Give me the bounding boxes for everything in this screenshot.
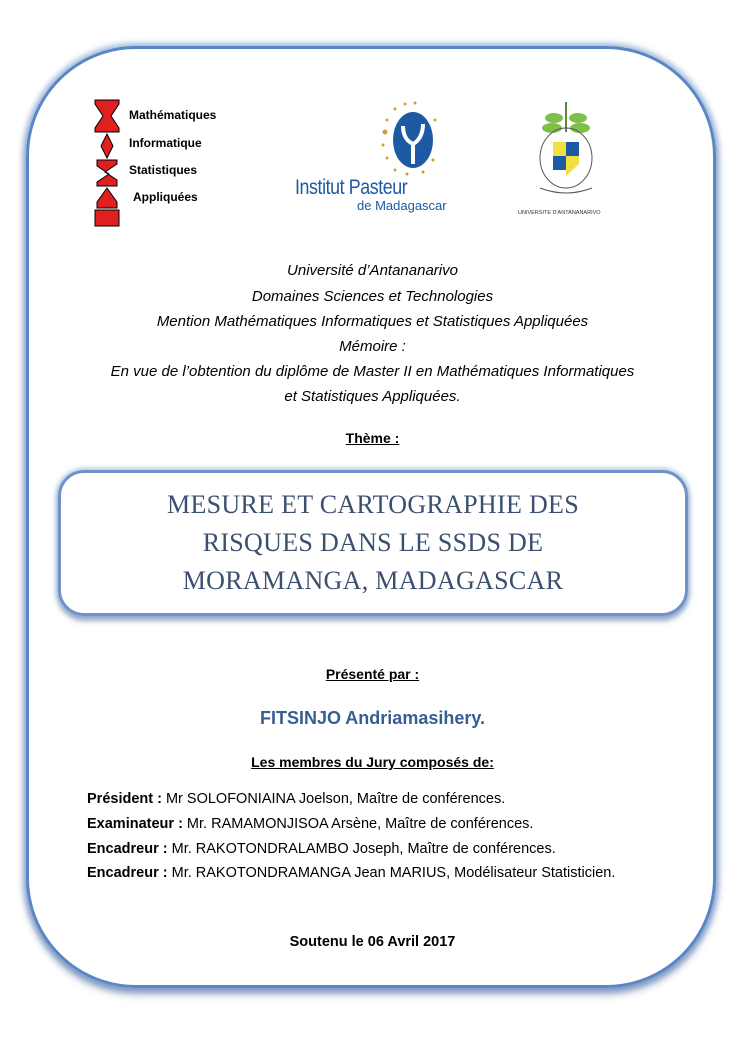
jury-label: Les membres du Jury composés de: <box>251 754 494 770</box>
header-line: Mémoire : <box>339 338 406 355</box>
jury-member <box>87 791 505 807</box>
mi-line: Mathématiques <box>129 108 217 122</box>
jury-role: Examinateur : <box>87 816 183 832</box>
jury-role: Encadreur : <box>87 865 168 881</box>
mi-line: Statistiques <box>129 163 198 177</box>
mi-line: Appliquées <box>133 190 198 204</box>
jury-desc: Mr. RAMAMONJISOA Arsène, Maître de conférences. <box>182 816 534 832</box>
jury-member <box>87 841 556 857</box>
university-caption: UNIVERSITE D'ANTANANARIVO <box>518 210 601 216</box>
jury-desc: Mr. RAKOTONDRALAMBO Joseph, Maître de conférences. <box>167 841 556 857</box>
jury-role: Encadreur : <box>87 841 168 857</box>
header-line: En vue de l’obtention du diplôme de Master II en Mathématiques Informatiques <box>110 363 635 380</box>
pasteur-name: Institut Pasteur <box>295 176 408 199</box>
theme-label: Thème : <box>345 430 400 446</box>
pasteur-emblem-icon <box>375 100 445 180</box>
university-logo <box>520 100 612 220</box>
header-line: Université d’Antananarivo <box>287 262 458 279</box>
defense-date: Soutenu le 06 Avril 2017 <box>289 934 456 950</box>
mi-logo <box>93 98 243 228</box>
author-name: FITSINJO Andriamasihery. <box>259 708 486 728</box>
presented-label: Présenté par : <box>325 666 420 682</box>
header-line: Mention Mathématiques Informatiques et Statistiques Appliquées <box>156 313 589 330</box>
header-line: et Statistiques Appliquées. <box>284 388 461 405</box>
header-line: Domaines Sciences et Technologies <box>251 288 494 305</box>
institut-pasteur-logo <box>295 100 455 215</box>
jury-desc: Mr SOLOFONIAINA Joelson, Maître de conférences. <box>161 791 506 807</box>
pasteur-subname: de Madagascar <box>357 198 447 213</box>
jury-member <box>87 865 615 881</box>
jury-role: Président : <box>87 791 162 807</box>
title-line: MORAMANGA, MADAGASCAR <box>182 566 564 595</box>
jury-desc: Mr. RAKOTONDRAMANGA Jean MARIUS, Modélisateur Statisticien. <box>167 865 616 881</box>
title-line: MESURE ET CARTOGRAPHIE DES <box>167 490 579 519</box>
jury-member <box>87 816 533 832</box>
title-line: RISQUES DANS LE SSDS DE <box>202 528 544 557</box>
mi-emblem-icon <box>93 98 121 228</box>
university-crest-icon <box>520 100 612 208</box>
title-box <box>58 470 688 616</box>
thesis-title <box>167 486 579 600</box>
mi-line: Informatique <box>129 136 202 150</box>
